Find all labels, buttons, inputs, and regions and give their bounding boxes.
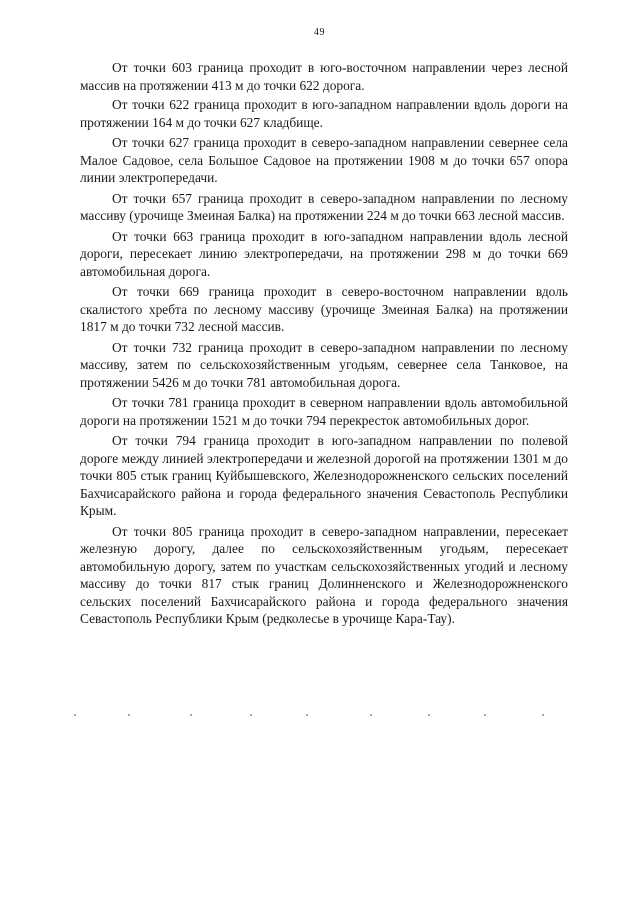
scan-speck (306, 714, 308, 716)
paragraph-point-657: От точки 657 граница проходит в северо-западном направлении по лесному массиву (урочище Змеиная Балка) на протяжении 224 м до точки 663 лесной массив. (80, 190, 568, 223)
paragraph-point-805: От точки 805 граница проходит в северо-западном направлении, пересекает железную дорогу, далее по сельскохозяйственным угодьям, пересекает автомобильную дорогу, затем по участкам сельскохозяйственных угодий и лесному массиву до точки 817 стык границ Долинненского и Железнодорожненского сельских поселений Бахчисарайского района и города федерального значения Севастополь Республики Крым (редколесье в урочище Кара-Тау). (80, 523, 568, 626)
paragraph-point-603: От точки 603 граница проходит в юго-восточном направлении через лесной массив на протяжении 413 м до точки 622 дорога. (80, 60, 568, 93)
scan-speck (542, 714, 544, 716)
paragraph-point-794: От точки 794 граница проходит в юго-западном направлении по полевой дороге между линией электропередачи и железной дорогой на протяжении 1301 м до точки 805 стык границ Куйбышевского, Железнодорожненского сельских поселений Бахчисарайского района и города федерального значения Севастополь Республики Крым. (80, 433, 568, 518)
scan-speck (74, 714, 76, 716)
paragraph-point-669: От точки 669 граница проходит в северо-восточном направлении вдоль скалистого хребта по лесному массиву (урочище Змеиная Балка) на протяжении 1817 м до точки 732 лесной массив. (80, 284, 568, 334)
paragraph-point-622: От точки 622 граница проходит в юго-западном направлении вдоль дороги на протяжении 164 м до точки 627 кладбище. (80, 97, 568, 130)
paragraph-point-627: От точки 627 граница проходит в северо-западном направлении севернее села Малое Садовое, села Большое Садовое на протяжении 1908 м до точки 657 опора линии электропередачи. (80, 135, 568, 185)
scan-speck (370, 714, 372, 716)
scan-speckle-row (70, 710, 570, 720)
document-body (80, 59, 568, 631)
paragraph-point-781: От точки 781 граница проходит в северном направлении вдоль автомобильной дороги на протяжении 1521 м до точки 794 перекресток автомобильных дорог. (80, 395, 568, 428)
page-number: 49 (314, 27, 325, 38)
scan-speck (128, 714, 130, 716)
paragraph-point-732: От точки 732 граница проходит в северо-западном направлении по лесному массиву, затем по сельскохозяйственным угодьям, севернее села Танковое, на протяжении 5426 м до точки 781 автомобильная дорога. (80, 339, 568, 390)
scan-speck (190, 714, 192, 716)
scan-speck (484, 714, 486, 716)
paragraph-point-663: От точки 663 граница проходит в юго-западном направлении вдоль лесной дороги, пересекает линию электропередачи, на протяжении 298 м до точки 669 автомобильная дорога. (80, 228, 568, 279)
scan-speck (428, 714, 430, 716)
scan-speck (250, 714, 252, 716)
